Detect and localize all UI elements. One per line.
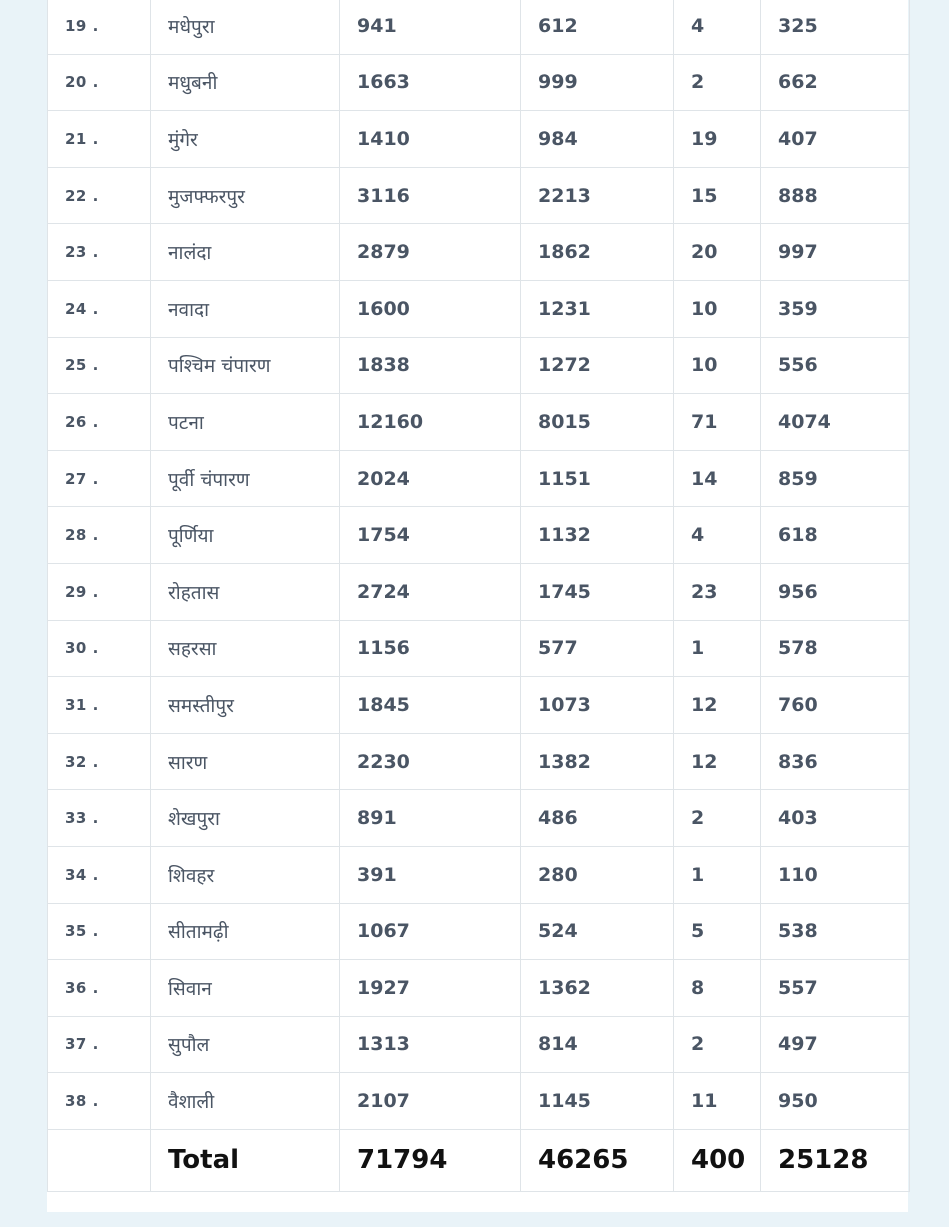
serial-number-cell: 21 .: [48, 111, 151, 168]
value-column-1-cell: 2724: [340, 563, 521, 620]
value-column-4-cell: 403: [761, 790, 910, 847]
value-column-4-cell: 618: [761, 507, 910, 564]
value-column-3-cell: 2: [674, 1016, 761, 1073]
value-column-1-cell: 2879: [340, 224, 521, 281]
table-row: [48, 111, 910, 168]
value-column-1-cell: 2024: [340, 450, 521, 507]
table-row: [48, 620, 910, 677]
value-column-1-cell: 1410: [340, 111, 521, 168]
value-column-1-cell: 71794: [340, 1129, 521, 1191]
serial-number-cell: [48, 1129, 151, 1191]
value-column-1-cell: 391: [340, 846, 521, 903]
value-column-4-cell: 888: [761, 167, 910, 224]
table-row: [48, 394, 910, 451]
serial-number-cell: 30 .: [48, 620, 151, 677]
value-column-3-cell: 15: [674, 167, 761, 224]
serial-number-cell: 23 .: [48, 224, 151, 281]
value-column-3-cell: 8: [674, 960, 761, 1017]
value-column-2-cell: 486: [521, 790, 674, 847]
value-column-4-cell: 956: [761, 563, 910, 620]
value-column-2-cell: 1151: [521, 450, 674, 507]
value-column-1-cell: 1838: [340, 337, 521, 394]
value-column-1-cell: 941: [340, 0, 521, 54]
value-column-4-cell: 997: [761, 224, 910, 281]
value-column-4-cell: 950: [761, 1073, 910, 1130]
value-column-3-cell: 20: [674, 224, 761, 281]
district-name-cell: नवादा: [151, 280, 340, 337]
district-name-cell: सुपौल: [151, 1016, 340, 1073]
table-row: [48, 450, 910, 507]
district-name-cell: वैशाली: [151, 1073, 340, 1130]
total-row: [48, 1129, 910, 1191]
district-name-cell: सिवान: [151, 960, 340, 1017]
district-name-cell: पटना: [151, 394, 340, 451]
value-column-1-cell: 2230: [340, 733, 521, 790]
table-row: [48, 1073, 910, 1130]
serial-number-cell: 27 .: [48, 450, 151, 507]
value-column-3-cell: 10: [674, 337, 761, 394]
value-column-4-cell: 578: [761, 620, 910, 677]
value-column-2-cell: 577: [521, 620, 674, 677]
value-column-3-cell: 2: [674, 790, 761, 847]
table-row: [48, 54, 910, 111]
value-column-2-cell: 999: [521, 54, 674, 111]
value-column-4-cell: 859: [761, 450, 910, 507]
serial-number-cell: 37 .: [48, 1016, 151, 1073]
value-column-1-cell: 891: [340, 790, 521, 847]
district-name-cell: पूर्वी चंपारण: [151, 450, 340, 507]
district-name-cell: शिवहर: [151, 846, 340, 903]
serial-number-cell: 25 .: [48, 337, 151, 394]
value-column-1-cell: 12160: [340, 394, 521, 451]
value-column-2-cell: 984: [521, 111, 674, 168]
value-column-4-cell: 359: [761, 280, 910, 337]
value-column-4-cell: 4074: [761, 394, 910, 451]
value-column-2-cell: 1362: [521, 960, 674, 1017]
serial-number-cell: 36 .: [48, 960, 151, 1017]
value-column-3-cell: 400: [674, 1129, 761, 1191]
value-column-3-cell: 12: [674, 677, 761, 734]
value-column-4-cell: 836: [761, 733, 910, 790]
value-column-3-cell: 1: [674, 846, 761, 903]
district-name-cell: सीतामढ़ी: [151, 903, 340, 960]
value-column-3-cell: 4: [674, 0, 761, 54]
value-column-2-cell: 1073: [521, 677, 674, 734]
value-column-3-cell: 11: [674, 1073, 761, 1130]
value-column-1-cell: 1927: [340, 960, 521, 1017]
value-column-2-cell: 524: [521, 903, 674, 960]
table-row: [48, 790, 910, 847]
table-row: [48, 903, 910, 960]
value-column-2-cell: 1145: [521, 1073, 674, 1130]
table-row: [48, 563, 910, 620]
value-column-4-cell: 760: [761, 677, 910, 734]
value-column-2-cell: 2213: [521, 167, 674, 224]
value-column-1-cell: 1156: [340, 620, 521, 677]
district-name-cell: मुजफ्फरपुर: [151, 167, 340, 224]
table-row: [48, 846, 910, 903]
serial-number-cell: 28 .: [48, 507, 151, 564]
table-body: [48, 0, 910, 1191]
value-column-4-cell: 407: [761, 111, 910, 168]
serial-number-cell: 31 .: [48, 677, 151, 734]
district-name-cell: पूर्णिया: [151, 507, 340, 564]
value-column-3-cell: 14: [674, 450, 761, 507]
table-row: [48, 677, 910, 734]
value-column-3-cell: 2: [674, 54, 761, 111]
value-column-3-cell: 12: [674, 733, 761, 790]
district-name-cell: मुंगेर: [151, 111, 340, 168]
table-row: [48, 167, 910, 224]
serial-number-cell: 24 .: [48, 280, 151, 337]
district-name-cell: रोहतास: [151, 563, 340, 620]
value-column-3-cell: 23: [674, 563, 761, 620]
value-column-2-cell: 1132: [521, 507, 674, 564]
district-data-table: [47, 0, 910, 1192]
district-name-cell: शेखपुरा: [151, 790, 340, 847]
value-column-2-cell: 1272: [521, 337, 674, 394]
table-row: [48, 0, 910, 54]
table-row: [48, 960, 910, 1017]
table-row: [48, 733, 910, 790]
value-column-4-cell: 497: [761, 1016, 910, 1073]
value-column-4-cell: 556: [761, 337, 910, 394]
serial-number-cell: 29 .: [48, 563, 151, 620]
district-name-cell: मधेपुरा: [151, 0, 340, 54]
value-column-4-cell: 557: [761, 960, 910, 1017]
district-name-cell: मधुबनी: [151, 54, 340, 111]
serial-number-cell: 32 .: [48, 733, 151, 790]
serial-number-cell: 33 .: [48, 790, 151, 847]
table-row: [48, 507, 910, 564]
table-row: [48, 337, 910, 394]
value-column-2-cell: 1382: [521, 733, 674, 790]
district-name-cell: पश्चिम चंपारण: [151, 337, 340, 394]
value-column-1-cell: 2107: [340, 1073, 521, 1130]
table-row: [48, 1016, 910, 1073]
table-row: [48, 224, 910, 281]
value-column-1-cell: 1313: [340, 1016, 521, 1073]
value-column-3-cell: 5: [674, 903, 761, 960]
value-column-2-cell: 280: [521, 846, 674, 903]
value-column-2-cell: 1745: [521, 563, 674, 620]
serial-number-cell: 19 .: [48, 0, 151, 54]
district-name-cell: Total: [151, 1129, 340, 1191]
value-column-1-cell: 1600: [340, 280, 521, 337]
serial-number-cell: 26 .: [48, 394, 151, 451]
value-column-4-cell: 25128: [761, 1129, 910, 1191]
value-column-2-cell: 612: [521, 0, 674, 54]
serial-number-cell: 20 .: [48, 54, 151, 111]
serial-number-cell: 35 .: [48, 903, 151, 960]
value-column-1-cell: 3116: [340, 167, 521, 224]
district-name-cell: नालंदा: [151, 224, 340, 281]
district-name-cell: सहरसा: [151, 620, 340, 677]
value-column-3-cell: 71: [674, 394, 761, 451]
table-row: [48, 280, 910, 337]
district-name-cell: सारण: [151, 733, 340, 790]
value-column-4-cell: 110: [761, 846, 910, 903]
value-column-4-cell: 662: [761, 54, 910, 111]
value-column-3-cell: 1: [674, 620, 761, 677]
value-column-2-cell: 1231: [521, 280, 674, 337]
value-column-2-cell: 46265: [521, 1129, 674, 1191]
serial-number-cell: 22 .: [48, 167, 151, 224]
value-column-3-cell: 4: [674, 507, 761, 564]
value-column-1-cell: 1067: [340, 903, 521, 960]
value-column-2-cell: 1862: [521, 224, 674, 281]
value-column-4-cell: 325: [761, 0, 910, 54]
district-name-cell: समस्तीपुर: [151, 677, 340, 734]
value-column-1-cell: 1845: [340, 677, 521, 734]
value-column-3-cell: 10: [674, 280, 761, 337]
value-column-1-cell: 1663: [340, 54, 521, 111]
value-column-4-cell: 538: [761, 903, 910, 960]
value-column-1-cell: 1754: [340, 507, 521, 564]
value-column-3-cell: 19: [674, 111, 761, 168]
value-column-2-cell: 814: [521, 1016, 674, 1073]
value-column-2-cell: 8015: [521, 394, 674, 451]
serial-number-cell: 34 .: [48, 846, 151, 903]
serial-number-cell: 38 .: [48, 1073, 151, 1130]
